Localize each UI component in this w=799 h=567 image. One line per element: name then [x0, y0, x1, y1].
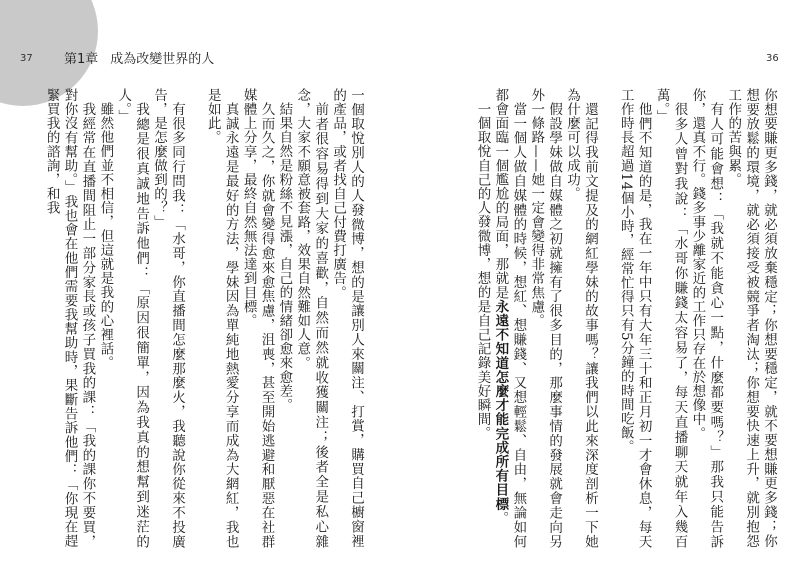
paragraph-text: 結果自然是粉絲不見漲，自己的情緒卻愈來愈差。 — [276, 101, 293, 412]
paragraph — [562, 88, 598, 548]
paragraph — [723, 88, 777, 548]
paragraph — [95, 88, 113, 548]
paragraph — [203, 88, 239, 548]
paragraph-text: 他們不知道的是，我在一年中只有大年三十和正月初一才會休息，每天工作時長超過14個小時，經常忙得只有5分鐘的時間吃飯。 — [617, 88, 652, 548]
paragraph — [274, 88, 292, 548]
paragraph-text: 你想要賺更多錢，就必須放棄穩定；你想要穩定，就不要想賺更多錢；你想要放鬆的環境，就必須接受被競爭者淘汰；你想要快速上升，就別抱怨工作的苦與累。 — [725, 88, 777, 548]
paragraph-text: 雖然他們並不相信，但這就是我的心裡話。 — [97, 101, 114, 370]
paragraph — [687, 88, 723, 548]
paragraph-text: 假設學妹做自媒體之初就擁有了很多目的，那麼事情的發展就會走向另外一條路——她一定會變得非常焦慮。 — [528, 88, 563, 548]
paragraph — [652, 88, 688, 548]
paragraph — [149, 88, 185, 548]
paragraph — [473, 88, 491, 548]
paragraph-text: 一個取悅別人的人發微博，想的是讓別人來關注、打賞，購買自己櫥窗裡的產品，或者找自己付費打廣告。 — [330, 88, 364, 548]
paragraph-text: 我總是很真誠地告訴他們：「原因很簡單，因為我真的想幫到迷茫的人。」 — [115, 88, 150, 548]
chapter-title: 成為改變世界的人 — [110, 52, 215, 67]
paragraph — [239, 88, 275, 548]
paragraph — [113, 88, 149, 548]
paragraph — [292, 88, 328, 548]
left-page-body — [43, 88, 364, 548]
paragraph-text: 久而久之，你就會變得愈來愈焦慮，沮喪，甚至開始逃避和厭惡在社群媒體上分享，最終自然無法達到目標。 — [240, 88, 275, 548]
paragraph — [328, 88, 364, 548]
paragraph-text: 有人可能會想：「我就不能貪心一點，什麼都要嗎？」那我只能告訴你，還真不行。錢多事少離家近的工作只存在於想像中。 — [689, 88, 724, 548]
chapter-label: 第1章 — [64, 52, 99, 67]
chapter-heading — [64, 48, 214, 67]
paragraph — [491, 88, 527, 548]
paragraph — [526, 88, 562, 548]
right-page-body — [431, 88, 777, 548]
paragraph-text: 前者很容易得到大家的喜歡，自然而然就收獲關注；後者全是私心雜念，大家不願意被套路，效果自然難如人意。 — [294, 88, 329, 548]
right-page-number: 36 — [766, 53, 779, 64]
paragraph — [42, 88, 96, 548]
paragraph-text: 當一個人做自媒體的時候，想紅、想賺錢、又想輕鬆、自由，無論如何都會面臨一個尷尬的局面，那就是 — [492, 88, 527, 548]
paragraph-text-end: 。 — [492, 511, 509, 526]
paragraph-text: 我經常在直播間阻止一部分家長或孩子買我的課：「我的課你不要買，對你沒有幫助。」我也會在他們需要我幫助時，果斷告訴他們：「你現在趕緊買我的諮詢，和我 — [43, 88, 96, 548]
paragraph-text: 很多人曾對我說：「水哥你賺錢太容易了，每天直播聊天就年入幾百萬。」 — [653, 88, 688, 548]
paragraph-text: 還記得我前文提及的網紅學妹的故事嗎？讓我們以此來深度剖析一下她為什麼可以成功。 — [564, 88, 598, 548]
paragraph-text: 真誠永遠是最好的方法，學妹因為單純地熱愛分享而成為大網紅，我也是如此。 — [204, 88, 239, 548]
paragraph — [616, 88, 652, 548]
emphasized-text: 永遠不知道怎麼才能完成所有目標 — [492, 299, 509, 511]
paragraph-text: 一個取悅自己的人發微博，想的是自己記錄美好瞬間。 — [474, 101, 491, 440]
left-page-number: 37 — [20, 53, 33, 64]
paragraph-text: 有很多同行問我：「水哥，你直播間怎麼那麼火，我聽說你從來不投廣告，是怎麼做到的？」 — [151, 88, 185, 548]
